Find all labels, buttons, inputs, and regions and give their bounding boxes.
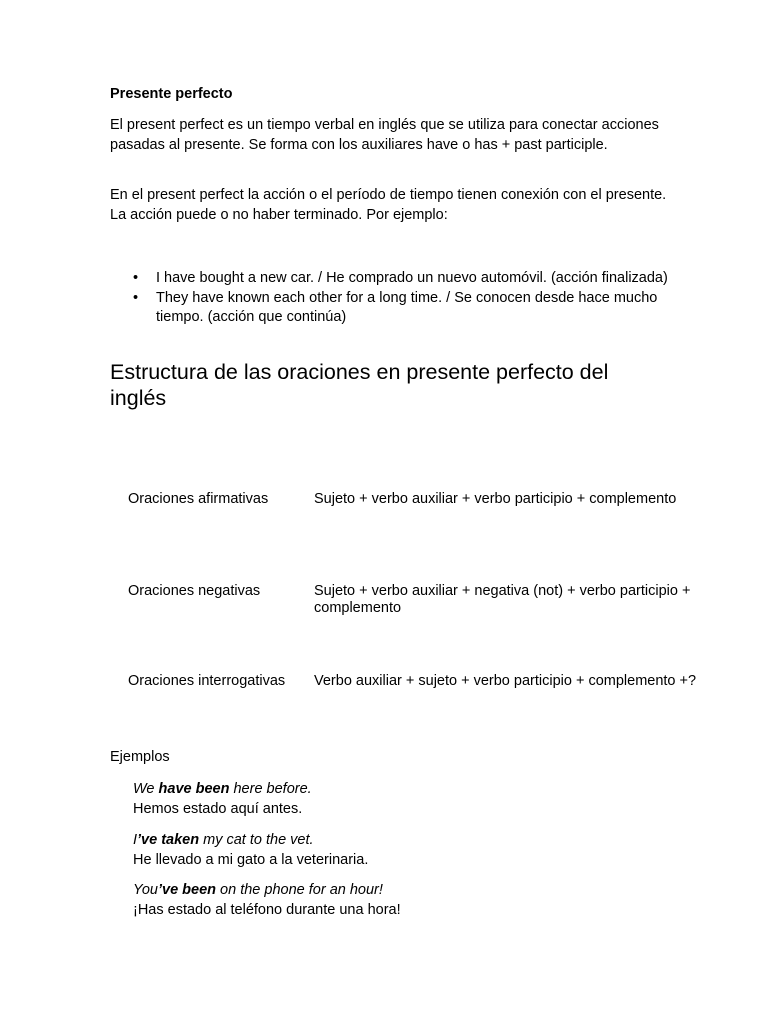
bullet-text: They have known each other for a long time. / Se conocen desde hace mucho tiempo. (acción que continúa) <box>156 289 658 325</box>
examples-label: Ejemplos <box>110 749 170 765</box>
structure-row-formula: Sujeto + verbo auxiliar + negativa (not) + verbo participio + complemento <box>314 583 691 616</box>
bullet-icon: • <box>133 289 139 306</box>
structure-row-label: Oraciones afirmativas <box>128 491 269 507</box>
structure-title: Estructura de las oraciones en presente perfecto del inglés <box>110 360 609 410</box>
example-spanish: He llevado a mi gato a la veterinaria. <box>133 851 369 868</box>
example-english: You’ve been on the phone for an hour! <box>133 882 383 898</box>
section-heading: Presente perfecto <box>110 86 233 102</box>
bullet-item <box>110 289 670 328</box>
example-english: I’ve taken my cat to the vet. <box>133 832 314 848</box>
explanation-paragraph: En el present perfect la acción o el período de tiempo tienen conexión con el presente. La acción puede o no haber terminado. Por ejemplo: <box>110 187 667 223</box>
example-block <box>133 881 401 920</box>
example-bullet-list <box>110 269 670 328</box>
example-block <box>133 780 312 819</box>
bullet-item <box>110 269 670 289</box>
bullet-text: I have bought a new car. / He comprado un nuevo automóvil. (acción finalizada) <box>156 270 668 286</box>
example-block <box>133 831 368 870</box>
structure-row-label: Oraciones interrogativas <box>128 673 286 689</box>
structure-row-formula: Verbo auxiliar + sujeto + verbo participio + complemento +? <box>314 673 697 689</box>
structure-row-label: Oraciones negativas <box>128 583 261 599</box>
example-english: We have been here before. <box>133 781 312 797</box>
structure-row-formula: Sujeto + verbo auxiliar + verbo participio + complemento <box>314 491 677 507</box>
example-spanish: Hemos estado aquí antes. <box>133 800 303 817</box>
example-spanish: ¡Has estado al teléfono durante una hora! <box>133 901 401 918</box>
intro-paragraph: El present perfect es un tiempo verbal en inglés que se utiliza para conectar acciones pasadas al presente. Se forma con los auxiliares have o has + past participle. <box>110 117 659 153</box>
bullet-icon: • <box>133 270 139 286</box>
